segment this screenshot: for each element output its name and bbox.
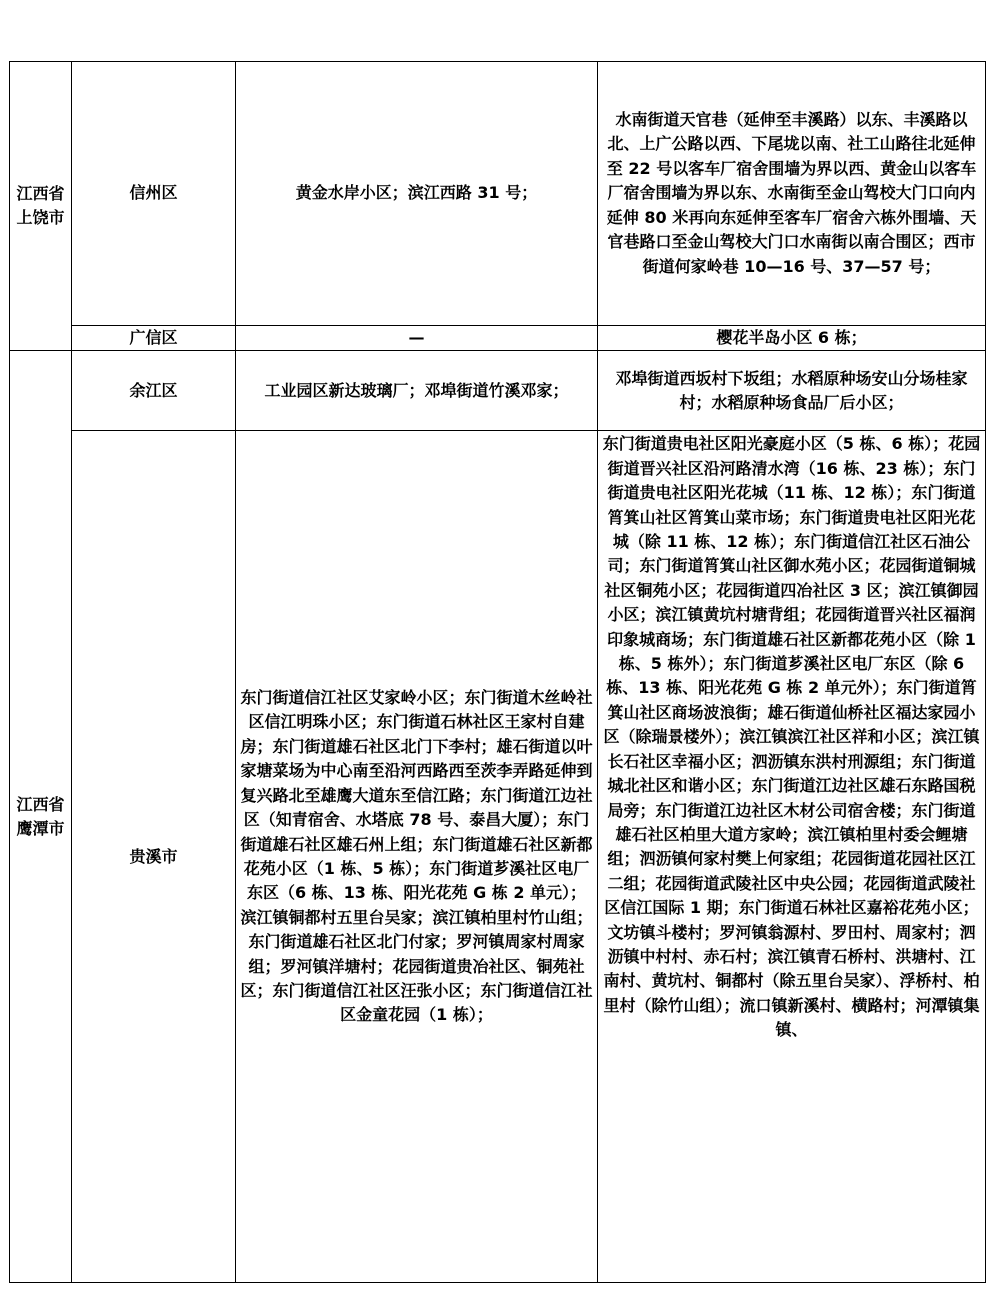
province-cell: 江西省鹰潭市 bbox=[10, 351, 72, 1283]
mid-risk-cell: 黄金水岸小区；滨江西路 31 号； bbox=[236, 62, 598, 326]
high-risk-cell: 东门街道贵电社区阳光豪庭小区（5 栋、6 栋）；花园街道晋兴社区沿河路清水湾（16 栋、23 栋）；东门街道贵电社区阳光花城（11 栋、12 栋）；东门街道筲箕山社区筲箕山菜市场；东门街道贵电社区阳光花城（除 11 栋、12 栋）；东门街道信江社区石油公司；东门街道筲箕山社区御水苑小区；花园街道铜城社区铜苑小区；花园街道四冶社区 3 区；滨江镇御园小区；滨江镇黄坑村塘背组；花园街道晋兴社区福润印象城商场；东门街道雄石社区新都花苑小区（除 1 栋、5 栋外）；东门街道芗溪社区电厂东区（除 6 栋、13 栋、阳光花苑 G 栋 2 单元外）；东门街道筲箕山社区商场波浪街；雄石街道仙桥社区福达家园小区（除瑞景楼外）；滨江镇滨江社区祥和小区；滨江镇长石社区幸福小区；泗沥镇东洪村刑源组；东门街道城北社区和谐小区；东门街道江边社区雄石东路国税局旁；东门街道江边社区木材公司宿舍楼；东门街道雄石社区柏里大道方家岭；滨江镇柏里村委会鲤塘组；泗沥镇何家村樊上何家组；花园街道花园社区江二组；花园街道武陵社区中央公园；花园街道武陵社区信江国际 1 期；东门街道石林社区嘉裕花苑小区；文坊镇斗楼村；罗河镇翁源村、罗田村、周家村；泗沥镇中村村、赤石村；滨江镇青石桥村、洪塘村、江南村、黄坑村、铜都村（除五里台吴家）、浮桥村、柏里村（除竹山组）；流口镇新溪村、横路村；河潭镇集镇、 bbox=[598, 431, 986, 1283]
table-row bbox=[10, 431, 986, 1283]
mid-risk-cell: — bbox=[236, 326, 598, 351]
high-risk-cell: 邓埠街道西坂村下坂组；水稻原种场安山分场桂家村；水稻原种场食品厂后小区； bbox=[598, 351, 986, 431]
table-row bbox=[10, 351, 986, 431]
table-row bbox=[10, 326, 986, 351]
mid-risk-cell: 工业园区新达玻璃厂；邓埠街道竹溪邓家； bbox=[236, 351, 598, 431]
table-row bbox=[10, 62, 986, 326]
district-cell: 信州区 bbox=[72, 62, 236, 326]
high-risk-cell: 樱花半岛小区 6 栋； bbox=[598, 326, 986, 351]
risk-area-table bbox=[9, 61, 986, 1283]
mid-risk-cell: 东门街道信江社区艾家岭小区；东门街道木丝岭社区信江明珠小区；东门街道石林社区王家村自建房；东门街道雄石社区北门下李村；雄石街道以叶家塘菜场为中心南至沿河西路西至茨李弄路延伸到复兴路北至雄鹰大道东至信江路；东门街道江边社区（知青宿舍、水塔底 78 号、泰昌大厦）；东门街道雄石社区雄石州上组；东门街道雄石社区新都花苑小区（1 栋、5 栋）；东门街道芗溪社区电厂东区（6 栋、13 栋、阳光花苑 G 栋 2 单元）；滨江镇铜都村五里台吴家；滨江镇柏里村竹山组；东门街道雄石社区北门付家；罗河镇周家村周家组；罗河镇洋塘村；花园街道贵冶社区、铜苑社区；东门街道信江社区汪张小区；东门街道信江社区金童花园（1 栋）； bbox=[236, 431, 598, 1283]
province-cell: 江西省上饶市 bbox=[10, 62, 72, 351]
district-cell: 广信区 bbox=[72, 326, 236, 351]
high-risk-cell: 水南街道天官巷（延伸至丰溪路）以东、丰溪路以北、上广公路以西、下尾垅以南、社工山路往北延伸至 22 号以客车厂宿舍围墙为界以西、黄金山以客车厂宿舍围墙为界以东、水南街至金山驾校大门口向内延伸 80 米再向东延伸至客车厂宿舍六栋外围墙、天官巷路口至金山驾校大门口水南街以南合围区；西市街道何家岭巷 10—16 号、37—57 号； bbox=[598, 62, 986, 326]
district-cell: 余江区 bbox=[72, 351, 236, 431]
district-cell: 贵溪市 bbox=[72, 431, 236, 1283]
